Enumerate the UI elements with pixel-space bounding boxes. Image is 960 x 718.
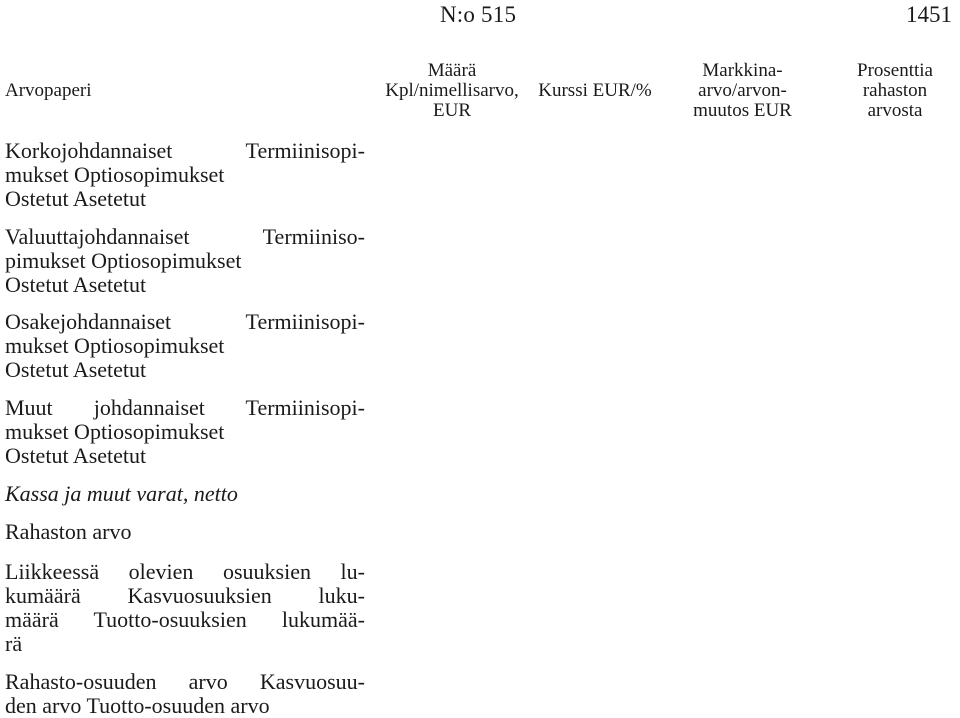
row-line: Ostetut Asetetut <box>5 357 147 382</box>
header-line: Prosenttia <box>857 60 933 81</box>
row-line: pimukset Optiosopimukset <box>5 248 242 273</box>
header-line: rahaston <box>862 80 928 101</box>
column-header-percent <box>830 61 960 121</box>
document-number: N:o 515 <box>440 2 517 27</box>
row-line: Valuuttajohdannaiset Termiiniso- <box>5 224 365 249</box>
row-line: Muut johdannaiset Termiinisopi- <box>5 395 365 420</box>
row-currency-derivatives <box>5 225 365 297</box>
header-line: Kpl/nimellisarvo, <box>385 80 519 101</box>
header-line: EUR <box>433 100 471 121</box>
row-line: määrä Tuotto-osuuksien lukumää- <box>5 607 365 632</box>
page-header <box>0 0 960 34</box>
header-line: Markkina- <box>702 60 783 81</box>
row-line: mukset Optiosopimukset <box>5 162 225 187</box>
row-line: den arvo Tuotto-osuuden arvo <box>5 693 270 718</box>
row-line: mukset Optiosopimukset <box>5 419 225 444</box>
row-units-outstanding <box>5 560 365 656</box>
row-fund-value <box>5 520 365 544</box>
header-line: Määrä <box>427 60 477 81</box>
header-line: Kurssi EUR/% <box>538 80 652 101</box>
row-line: Liikkeessä olevien osuuksien lu- <box>5 559 365 584</box>
row-line: Rahaston arvo <box>5 519 132 544</box>
header-line: arvosta <box>867 100 923 121</box>
row-line: kumäärä Kasvuosuuksien luku- <box>5 583 365 608</box>
row-other-derivatives <box>5 396 365 468</box>
row-line: Kassa ja muut varat, netto <box>5 481 238 506</box>
row-interest-derivatives <box>5 139 365 211</box>
row-line: Korkojohdannaiset Termiinisopi- <box>5 138 365 163</box>
row-unit-value <box>5 670 365 718</box>
row-line: Ostetut Asetetut <box>5 272 147 297</box>
header-line: arvo/arvon- <box>698 80 787 101</box>
column-header-security <box>5 81 145 101</box>
row-line: mukset Optiosopimukset <box>5 333 225 358</box>
row-line: Osakejohdannaiset Termiinisopi- <box>5 309 365 334</box>
header-line: Arvopaperi <box>5 80 92 101</box>
column-header-price <box>520 81 670 101</box>
row-line: Rahasto-osuuden arvo Kasvuosuu- <box>5 669 365 694</box>
row-cash-and-other-assets <box>5 482 365 506</box>
row-line: Ostetut Asetetut <box>5 443 147 468</box>
row-line: Ostetut Asetetut <box>5 186 147 211</box>
row-line: rä <box>5 631 23 656</box>
header-line: muutos EUR <box>693 100 792 121</box>
row-equity-derivatives <box>5 310 365 382</box>
page-number: 1451 <box>906 2 952 27</box>
column-header-market-value <box>670 61 815 121</box>
